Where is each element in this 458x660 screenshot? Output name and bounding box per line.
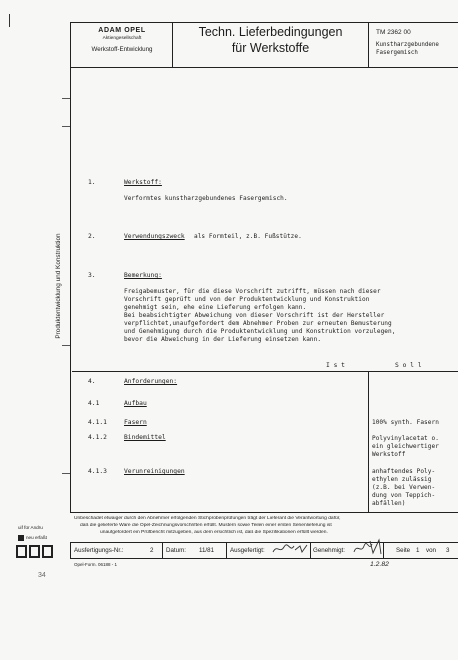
section-2-text: als Formteil, z.B. Fußstütze. [194,233,302,240]
von-label: von [426,547,436,554]
form-number: Opel-Form. 06188 - 1 [74,562,118,567]
filing-box-1[interactable] [16,545,27,558]
section-4-1-3-soll-4: dung von Teppich- [372,492,436,499]
column-soll: S o l l [395,362,422,369]
section-4-1-number: 4.1 [88,400,100,407]
section-3-line-5: verpflichtet,unaufgefordert dem Abnehmer Proben zur erneuten Bemusterung [124,320,392,327]
section-4-1-3-soll-2: ethylen zulässig [372,476,432,483]
section-4-1-3-soll-5: abfällen) [372,500,406,507]
section-4-1-2-heading: Bindemittel [124,434,166,441]
section-1-number: 1. [88,179,96,186]
footer-top-rule [70,512,458,513]
genehmigt-label: Genehmigt: [313,547,345,554]
section-3-line-4: Bei beabsichtigter Abweichung von dieser Vorschrift ist der Hersteller [124,312,385,319]
section-4-1-3-heading: Verunreinigungen [124,468,185,475]
section-4-1-2-soll-2: ein gleichwertiger [372,443,439,450]
left-note-1: uif für Andru [18,525,43,530]
document-title-line2: für Werkstoffe [231,41,310,55]
column-ist: I s t [326,362,345,369]
section-3-line-2: Vorschrift geprüft und von der Produktentwicklung und Konstruktion [124,296,370,303]
disclaimer-line-1: Unbeschadet etwaiger durch den Abnehmer erfolgenden Stichprobenprüfungen trägt der Lieferant die Verantwortung dafür, [74,516,341,521]
section-4-1-heading: Aufbau [124,400,147,407]
checkbox-neu-erfasst[interactable] [18,535,24,541]
filing-box-3[interactable] [42,545,53,558]
section-1-text: Verformtes kunstharzgebundenes Fasergemisch. [124,195,288,202]
section-4-1-3-soll-1: anhaftendes Poly- [372,468,436,475]
side-label: Produktentwicklung und Konstruktion [55,233,62,339]
table-rule [72,371,458,372]
signature-ausgefertigt [271,541,309,557]
signature-genehmigt [352,538,384,558]
section-4-1-1-heading: Fasern [124,419,147,426]
ausfertigungs-label: Ausfertigungs-Nr.: [74,547,124,554]
disclaimer-line-3: unaufgefordert ein Prüfbericht mitzugeben, aus dem ersichtlich ist, daß die Spezifikationen erfüllt werden. [100,530,328,535]
von-value: 3 [446,547,450,554]
datum-value: 11/81 [199,547,215,554]
section-2-heading: Verwendungszweck [124,233,185,240]
subject-line1: Kunstharzgebundene [376,42,439,48]
datum-label: Datum: [166,547,186,554]
soll-divider [368,371,369,512]
margin-note: 34 [38,572,46,579]
section-2-number: 2. [88,233,96,240]
section-4-1-2-number: 4.1.2 [88,434,107,441]
section-4-1-1-number: 4.1.1 [88,419,107,426]
section-3-line-7: bevor die Abweichung in der Lieferung einsetzen kann. [124,336,322,343]
document-title-line1: Techn. Lieferbedingungen [198,25,343,39]
ausfertigungs-value: 2 [150,547,154,554]
section-4-1-2-soll-1: Polyvinylacetat o. [372,435,439,442]
handwritten-date: 1.2.82 [370,561,389,568]
section-3-line-6: und Genehmigung durch die Produktentwicklung und Konstruktion vorzulegen, [124,328,396,335]
company-name: ADAM OPEL [98,27,146,34]
filing-box-2[interactable] [29,545,40,558]
section-4-1-1-soll: 100% synth. Fasern [372,419,439,426]
section-4-1-3-soll-3: (z.B. bei Verwen- [372,484,436,491]
seite-label: Seite [396,547,411,554]
disclaimer-line-2: daß die gelieferte Ware die Opel-Zeichnungsvorschriften erfüllt. Mustern sowie Teilen einer ersten Serienlieferung ist [80,523,332,528]
section-4-heading: Anforderungen: [124,378,178,385]
seite-value: 1 [416,547,420,554]
section-3-line-3: genehmigt sein, ehe eine Lieferung erfolgen kann. [124,304,307,311]
section-3-number: 3. [88,272,96,279]
left-note-2: neu erfaßt [26,535,47,540]
section-4-number: 4. [88,378,96,385]
subject-line2: Fasergemisch [376,50,418,56]
section-1-heading: Werkstoff: [124,179,162,186]
section-4-1-3-number: 4.1.3 [88,468,107,475]
section-3-heading: Bemerkung: [124,272,162,279]
doc-number: TM 2362 00 [376,29,411,36]
margin-mark [9,14,10,27]
left-margin-line [70,66,71,512]
department: Werkstoff-Entwicklung [91,46,153,53]
ausgefertigt-label: Ausgefertigt: [230,547,265,554]
section-4-1-2-soll-3: Werkstoff [372,451,406,458]
section-3-line-1: Freigabemuster, für die diese Vorschrift zutrifft, müssen nach dieser [124,288,381,295]
company-sub: Aktiengesellschaft [102,36,142,41]
